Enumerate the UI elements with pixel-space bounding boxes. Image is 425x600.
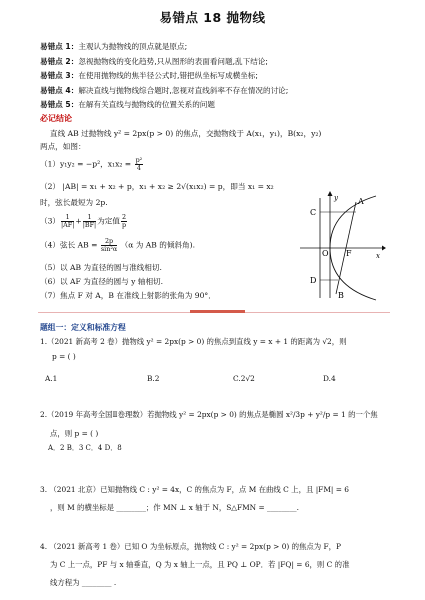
fraction-denominator: sin²α <box>100 245 118 253</box>
label-d: D <box>310 276 317 285</box>
mistake-item-3 <box>40 69 400 84</box>
conclusion-item-4 <box>40 238 195 253</box>
divider-accent <box>190 310 245 313</box>
mistake-text: 在使用抛物线的焦半径公式时,错把纵坐标写成横坐标; <box>78 71 258 81</box>
label-b: B <box>338 291 344 300</box>
mistake-text: 主观认为抛物线的顶点就是原点; <box>78 42 188 51</box>
question-1-stem: 1.（2021 新高考 2 卷）抛物线 y² = 2px(p > 0) 的焦点到直线 y = x + 1 的距离为 √2，则 <box>40 337 347 346</box>
item4-suffix: （α 为 AB 的倾斜角). <box>120 240 196 250</box>
option-d[interactable]: D.4 <box>323 374 336 383</box>
fraction-numerator: 2 <box>121 213 127 221</box>
section-title: 题组一：定义和标准方程 <box>40 323 126 332</box>
question-2-options[interactable]: A．2 B．3 C．4 D．8 <box>48 444 122 452</box>
option-c[interactable]: C.2√2 <box>233 374 255 383</box>
conclusion-item-2: （2） |AB| = x₁ + x₂ + p，x₁ + x₂ ≥ 2√(x₁x₂) = p，即当 x₁ = x₂ <box>40 182 274 191</box>
mistake-label: 易错点 2： <box>40 56 79 66</box>
question-1-stem-cont: p = ( ) <box>52 352 76 361</box>
conclusion-item-2-cont: 时，弦长最短为 2p. <box>40 198 108 207</box>
mistake-label: 易错点 5： <box>40 100 79 110</box>
conclusion-item-5: （5）以 AB 为直径的圆与准线相切. <box>40 263 162 272</box>
question-3-stem: 3. （2021 北京）已知抛物线 C : y² = 4x，C 的焦点为 F，点 M 在曲线 C 上，且 |FM| = 6 <box>40 485 349 494</box>
question-2-stem: 2.（2019 年高考全国Ⅱ卷理数）若抛物线 y² = 2px(p > 0) 的焦点是椭圆 x²/3p + y²/p = 1 的一个焦 <box>40 410 378 419</box>
y-axis-arrow <box>328 191 333 196</box>
page-title: 易错点 18 抛物线 <box>159 10 266 25</box>
mistake-label: 易错点 4： <box>40 85 79 95</box>
item3-prefix: （3） <box>40 216 61 226</box>
question-4-stem: 4. （2021 新高考 1 卷）已知 O 为坐标原点，抛物线 C : y² = 2px(p > 0) 的焦点为 F，P <box>40 542 342 551</box>
conclusion-item-3 <box>40 214 128 229</box>
fraction-numerator: 1 <box>61 214 74 222</box>
conclusion-intro-line2: 两点，如图： <box>40 142 86 151</box>
mistake-label: 易错点 3： <box>40 71 79 81</box>
conclusion-item-7: （7）焦点 F 对 A，B 在准线上射影的张角为 90°． <box>40 291 216 300</box>
fraction-denominator: 4 <box>136 164 141 172</box>
item3-fraction-3 <box>121 214 127 229</box>
option-a[interactable]: A.1 <box>45 374 58 383</box>
mistake-text: 解决直线与抛物线综合题时,忽视对直线斜率不存在情况的讨论; <box>78 85 289 95</box>
item3-plus: + <box>75 216 82 226</box>
parabola-figure <box>292 190 387 302</box>
mistake-label: 易错点 1： <box>40 42 79 51</box>
item3-text: 为定值 <box>97 216 120 226</box>
fraction-numerator: 2p <box>101 238 117 246</box>
mistake-text: 忽视抛物线的变化趋势,只从图形的表面看问题,乱下结论; <box>78 56 268 66</box>
question-3-stem-cont: ，则 M 的横坐标是 ________；作 MN ⊥ x 轴于 N，S△FMN = ________. <box>50 503 299 512</box>
label-o: O <box>322 249 329 258</box>
label-y: y <box>334 194 338 202</box>
mistake-text: 在解有关直线与抛物线的位置关系的问题 <box>78 100 215 110</box>
fraction-denominator: |AF| <box>61 221 75 229</box>
question-2-stem-cont: 点，则 p = ( ) <box>50 429 99 438</box>
conclusion-intro-line1: 直线 AB 过抛物线 y² = 2px(p > 0) 的焦点，交抛物线于 A(x₁，y₁)，B(x₂，y₂) <box>50 129 322 138</box>
x-axis-arrow <box>382 246 386 251</box>
item4-prefix: （4）弦长 AB = <box>40 240 98 250</box>
item3-fraction-2 <box>83 214 96 229</box>
conclusion-heading: 必记结论 <box>40 114 72 123</box>
item1-fraction <box>135 157 144 172</box>
conclusion-item-6: （6）以 AF 为直径的圆与 y 轴相切. <box>40 277 164 286</box>
item1-text: （1）y₁y₂ = −p²，x₁x₂ = <box>40 159 132 169</box>
option-b[interactable]: B.2 <box>147 374 160 383</box>
label-f: F <box>346 249 352 258</box>
fraction-numerator: 1 <box>83 214 96 222</box>
label-a: A <box>358 197 364 206</box>
question-4-stem-cont2: 线方程为 ________ . <box>50 578 117 587</box>
mistake-item-4 <box>40 84 400 99</box>
fraction-numerator: p² <box>135 156 143 164</box>
label-c: C <box>310 208 317 217</box>
item3-fraction-1 <box>61 214 74 229</box>
item4-fraction <box>101 238 117 253</box>
mistake-item-5 <box>40 98 400 113</box>
fraction-denominator: |BF| <box>82 221 97 229</box>
fraction-denominator: p <box>121 221 127 229</box>
mistake-item-1 <box>40 40 400 55</box>
conclusion-item-1 <box>40 157 144 172</box>
mistake-list <box>40 40 400 113</box>
question-4-stem-cont: 为 C 上一点，PF 与 x 轴垂直，Q 为 x 轴上一点，且 PQ ⊥ OP．若 |FQ| = 6，则 C 的准 <box>50 560 350 569</box>
label-x: x <box>376 252 380 260</box>
mistake-item-2 <box>40 55 400 70</box>
